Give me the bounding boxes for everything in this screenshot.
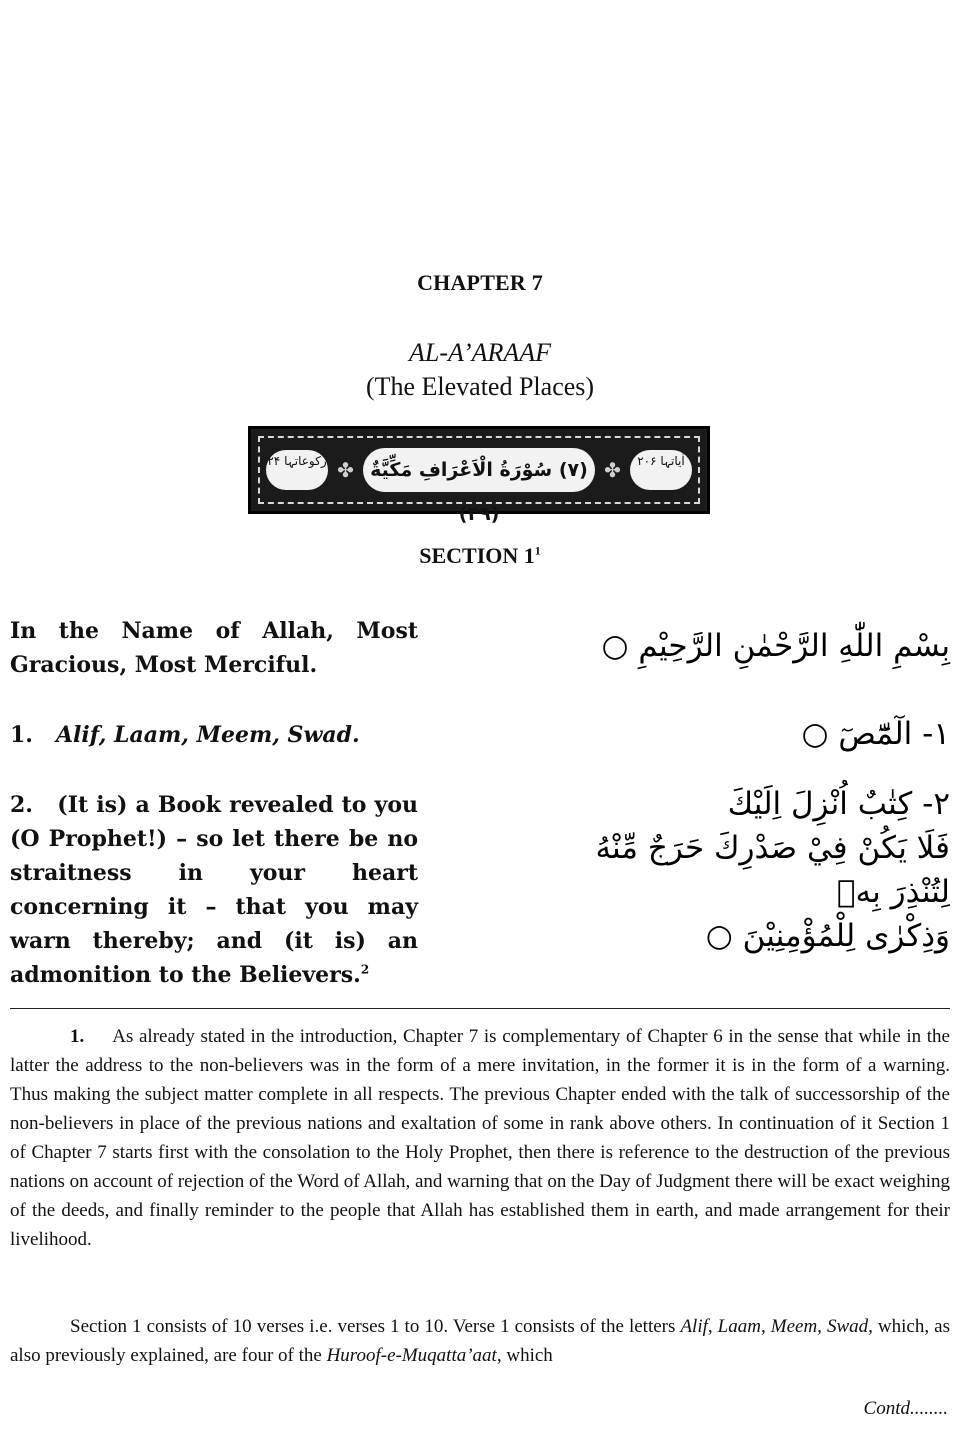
ornament-icon: ✤ [337,459,354,482]
transliteration: Alif, Laam, Meem, Swad, [680,1316,873,1337]
banner-ayat-count: اٰیاتہا ۲۰۶ [630,450,692,490]
continued-marker: Contd........ [863,1398,948,1419]
surah-ornamental-banner [248,426,710,525]
footnote-marker: 1 [534,543,541,558]
transliteration: Huroof-e-Muqatta’aat, [326,1345,502,1366]
footnote-marker: 2 [360,962,370,977]
footnote-text: which [501,1345,553,1366]
footnote-text: As already stated in the introduction, Chapter 7 is complementary of Chapter 6 in the sense that while in the latter the address to the non-believers was in the form of a mere invitation, in the former it is in the form of a warning. Thus making the subject matter complete in all respects. The previous Chapter ended with the talk of successorship of the non-believers in place of the previous nations and exaltation of some in rank above others. In continuation of it Section 1 of Chapter 7 starts first with the consolation to the Holy Prophet, then there is reference to the destruction of the previous nations on account of rejection of the Word of Allah, and warning that on the Day of Judgment there will be exact weighing of the deeds, and finally reminder to the people that Allah has established them in earth, and made arrangement for their livelihood. [10,1026,950,1250]
footnote-number: 1. [70,1026,85,1047]
basmala-translation: In the Name of Allah, Most Gracious, Most Merciful. [10,618,418,678]
footnote-divider [10,1008,950,1009]
verse-number: 2. [10,792,33,818]
section-title: SECTION 1 [419,543,535,568]
verse-1-translation [10,718,418,752]
banner-ruku-count: رکوعاتہا ۲۴ [266,450,328,490]
verse-text: Alif, Laam, Meem, Swad. [55,722,360,748]
verse-number: 1. [10,722,33,748]
basmala-arabic: بِسْمِ اللّٰهِ الرَّحْمٰنِ الرَّحِيْمِ ○ [601,628,950,664]
footnote-1 [10,1022,950,1254]
verse-2-arabic [530,782,950,958]
arabic-line: لِتُنْذِرَ بِهٖ [836,874,950,910]
arabic-line: فَلَا يَكُنْ فِيْ صَدْرِكَ حَرَجٌ مِّنْهُ [595,830,950,866]
surah-meaning: (The Elevated Places) [365,372,595,401]
section-heading [0,543,960,569]
arabic-line: وَذِكْرٰى لِلْمُؤْمِنِيْنَ ○ [705,918,950,954]
footnote-text: which, as also previously explained, are four of the [10,1316,950,1366]
footnote-text: Section 1 consists of 10 verses i.e. verses 1 to 10. Verse 1 consists of the letters [70,1316,681,1337]
arabic-line: ۲- كِتٰبٌ اُنْزِلَ اِلَيْكَ [727,786,950,822]
verse-text: (It is) a Book revealed to you (O Prophet!) – so let there be no straitness in your heart concerning it – that you may warn thereby; and (it is) an admonition to the Believers. [10,792,418,988]
footnote-paragraph-2 [10,1312,950,1370]
ornament-icon: ✤ [604,459,621,482]
chapter-heading: CHAPTER 7 [417,270,543,295]
banner-frame [258,436,700,525]
verse-2-translation [10,788,418,992]
verse-1-arabic: ۱- الٓمّٓصٓ ○ [801,716,950,752]
surah-name: AL-A’ARAAF [409,338,551,367]
banner-surah-title: (۷) سُوْرَةُ الْاَعْرَافِ مَكِّيَّةٌ (۳۹) [363,448,595,492]
